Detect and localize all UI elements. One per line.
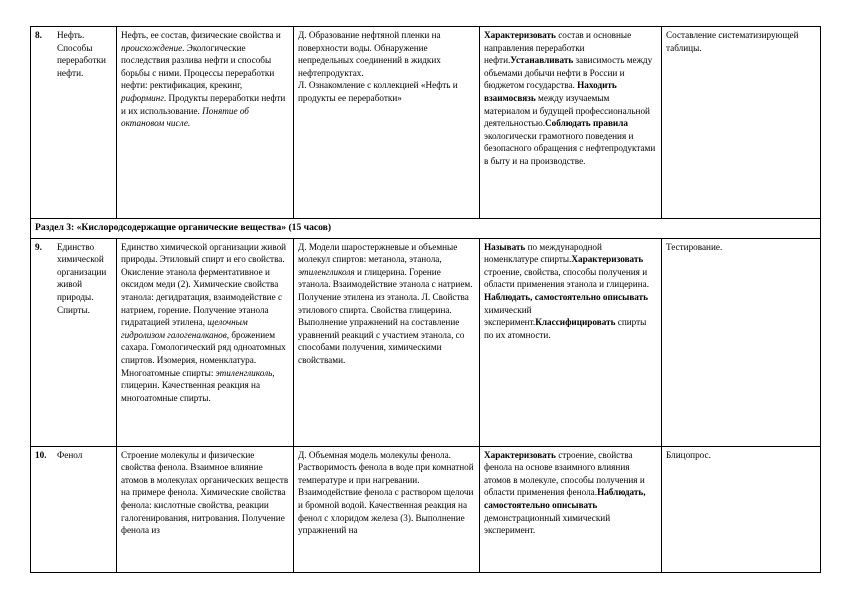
control-form: Блицопрос. bbox=[666, 449, 711, 460]
demo-text: Д. Модели шаростержневые и объемные молекул спиртов: метанола, этанола, bbox=[298, 241, 458, 265]
lesson-number: 10. bbox=[35, 449, 47, 460]
curriculum-table bbox=[30, 26, 821, 573]
demo-text: Л. Свойства этилового спирта. Свойства глицерина. Выполнение упражнений на составление уравнений реакций с участием этанола, со способами получения, химическими свойствами. bbox=[298, 291, 469, 365]
activity-verb: Соблюдать правила bbox=[545, 118, 628, 129]
content-text: . Продукты переработки нефти и их использование. bbox=[121, 92, 286, 116]
activity-verb: Классифицировать bbox=[535, 317, 616, 328]
table-row bbox=[31, 238, 821, 446]
demo-text: этиленгликоля bbox=[298, 266, 355, 277]
activity-item bbox=[484, 55, 652, 90]
activity-text: состав и основные направления переработки нефти. bbox=[484, 30, 632, 66]
content-text: щелочным гидролизом галогеналканов bbox=[121, 317, 248, 340]
content-text: этиленгликоль bbox=[215, 367, 273, 378]
content-cell bbox=[117, 446, 294, 572]
activity-verb: Называть bbox=[484, 241, 526, 252]
lesson-topic: Нефть. Способы переработки нефти. bbox=[57, 30, 106, 78]
activity-text: экологически грамотного поведения и безопасного обращения с нефтепродуктами в быту и на производстве. bbox=[484, 130, 656, 166]
content-text: Строение молекулы и физические свойства фенола. Взаимное влияние атомов в молекулах органических веществ на примере фенола. Химические свойства фенола: кислотные свойства, реакции галогенирования, нитрования. Получение фенола из bbox=[121, 449, 289, 536]
content-cell bbox=[117, 238, 294, 446]
activity-text: зависимость между объемами добычи нефти в России и бюджетом государства. bbox=[484, 55, 653, 91]
lab-text: Л. Ознакомление с коллекцией «Нефть и продукты ее переработки» bbox=[298, 80, 458, 103]
activity-text: спирты по их атомности. bbox=[484, 317, 647, 340]
control-cell bbox=[662, 27, 821, 219]
activity-verb: Устанавливать bbox=[510, 55, 574, 66]
activities-cell bbox=[480, 27, 662, 219]
activities-cell bbox=[480, 238, 662, 446]
control-form: Тестирование. bbox=[666, 241, 723, 252]
activity-text: демонстрационный химический эксперимент. bbox=[484, 512, 611, 536]
content-text: , брожением сахара. Гомологический ряд одноатомных спиртов. Изомерия, номенклатура. Многоатомные спирты: bbox=[121, 329, 286, 378]
demo-text: Д. Образование нефтяной пленки на поверхности воды. Обнаружение непредельных соединений в жидких нефтепродуктах. bbox=[298, 30, 441, 78]
section-title: Раздел 3: «Кислородсодержащие органические вещества» (15 часов) bbox=[31, 219, 821, 239]
content-text: Понятие об октановом числе. bbox=[121, 105, 249, 129]
activity-text: строение, свойства, способы получения и области применения этанола и глицерина. bbox=[484, 266, 649, 290]
content-text: , глицерин. Качественная реакция на многоатомные спирты. bbox=[121, 367, 275, 403]
activity-verb: Находить взаимосвязь bbox=[484, 80, 617, 103]
activity-text: между изучаемым материалом и будущей профессиональной деятельностью. bbox=[484, 92, 650, 129]
demo-text: и глицерина. Горение этанола. Взаимодействие этанола с натрием. Получение этилена из этанола. bbox=[298, 266, 473, 302]
activity-verb: Наблюдать, самостоятельно описывать bbox=[484, 291, 649, 302]
demo-cell bbox=[294, 238, 480, 446]
control-cell bbox=[662, 238, 821, 446]
lesson-topic: Единство химической организации живой природы. Спирты. bbox=[57, 241, 107, 315]
content-text: происхождение bbox=[121, 42, 183, 53]
content-text: Единство химической организации живой природы. Этиловый спирт и его свойства. Окисление этанола ферментативное и оксидом меди (2). Химические свойства этанола: дегидратация, взаимодействие с натрием, горение. Получение этанола гидратацией этилена, bbox=[121, 241, 287, 328]
control-cell bbox=[662, 446, 821, 572]
activity-verb: Характеризовать bbox=[484, 449, 556, 460]
table-row bbox=[31, 27, 821, 219]
content-text: риформинг bbox=[121, 92, 164, 103]
demo-cell bbox=[294, 27, 480, 219]
section-row bbox=[31, 219, 821, 239]
lesson-topic: Фенол bbox=[57, 449, 83, 460]
activity-verb: Характеризовать bbox=[571, 254, 644, 265]
lesson-cell bbox=[31, 446, 117, 572]
activity-verb: Наблюдать, самостоятельно описывать bbox=[484, 487, 646, 510]
content-text: Нефть, ее состав, физические свойства и bbox=[121, 30, 281, 40]
demo-text: Д. Объемная модель молекулы фенола. Растворимость фенола в воде при комнатной температуре и при нагревании. Взаимодействие фенола с раствором щелочи и бромной водой. Качественная реакция на фенол с хлоридом железа (3). Выполнение упражнений на bbox=[298, 449, 474, 536]
activity-text: строение, свойства фенола на основе взаимного влияния атомов в молекуле, способы получения и области применения фенола. bbox=[484, 449, 645, 498]
demo-cell bbox=[294, 446, 480, 572]
activity-verb: Характеризовать bbox=[484, 30, 556, 40]
lesson-cell bbox=[31, 238, 117, 446]
lesson-number: 8. bbox=[35, 30, 42, 40]
lesson-cell bbox=[31, 27, 117, 219]
lesson-number: 9. bbox=[35, 241, 42, 252]
activity-text: по международной номенклатуре спирты. bbox=[484, 241, 602, 265]
content-text: . Экологические последствия разлива нефти и способы борьбы с ними. Процессы переработки нефти: ректификация, крекинг, bbox=[121, 42, 275, 91]
table-row bbox=[31, 446, 821, 572]
control-form: Составление систематизирующей таблицы. bbox=[666, 30, 799, 53]
activity-text: химический эксперимент. bbox=[484, 304, 536, 328]
activities-cell bbox=[480, 446, 662, 572]
content-cell bbox=[117, 27, 294, 219]
